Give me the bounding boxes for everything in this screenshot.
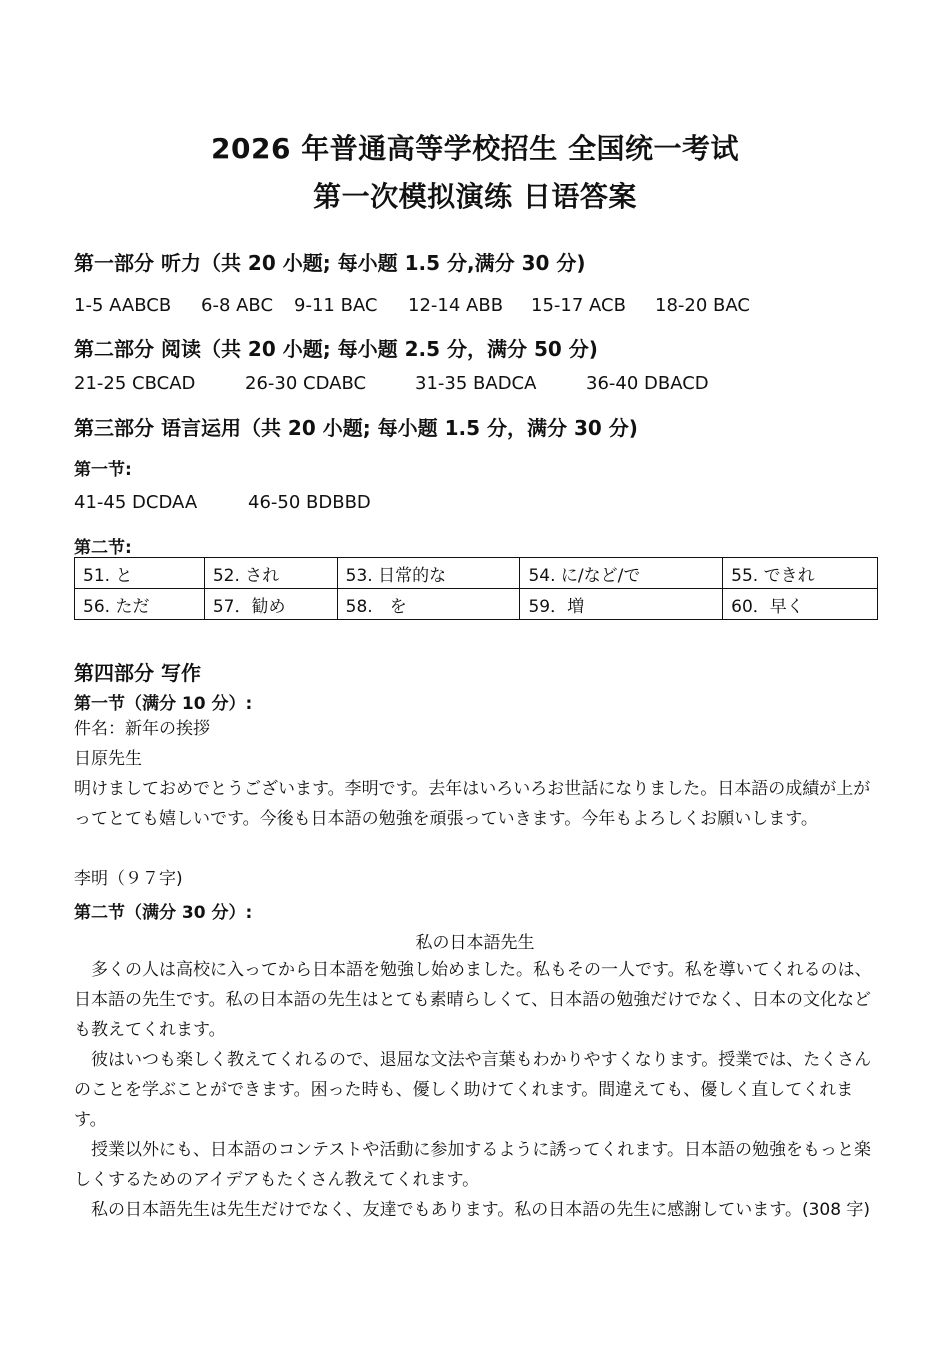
answer-group: 31-35 BADCA: [415, 373, 537, 394]
table-row: [75, 589, 878, 620]
essay-paragraph: 授業以外にも、日本語のコンテストや活動に参加するように誘ってくれます。日本語の勉強をもっと楽しくするためのアイデアもたくさん教えてくれます。: [74, 1140, 871, 1190]
table-cell: 53. 日常的な: [337, 558, 520, 589]
part4-section2-label: 第二节（满分 30 分）:: [74, 903, 253, 923]
essay-paragraph: 彼はいつも楽しく教えてくれるので、退屈な文法や言葉もわかりやすくなります。授業では、たくさんのことを学ぶことができます。困った時も、優しく助けてくれます。間違えても、優しく直してくれます。: [74, 1050, 872, 1130]
table-cell: 57．勧め: [204, 589, 337, 620]
answer-group: 41-45 DCDAA: [74, 492, 198, 513]
table-cell: 60．早く: [723, 589, 878, 620]
part4-section1-label: 第一节（满分 10 分）:: [74, 694, 253, 714]
table-cell: 55. できれ: [723, 558, 878, 589]
part3-section2-label: 第二节:: [74, 538, 132, 558]
fill-in-answer-table: [74, 557, 878, 620]
answer-group: 12-14 ABB: [408, 295, 504, 316]
table-cell: 58. を: [337, 589, 520, 620]
essay-paragraph: 多くの人は高校に入ってから日本語を勉強し始めました。私もその一人です。私を導いてくれるのは、日本語の先生です。私の日本語の先生はとても素晴らしくて、日本語の勉強だけでなく、日本の文化なども教えてくれます。: [74, 960, 872, 1040]
letter-subject: 件名：新年の挨拶: [74, 719, 210, 739]
answer-group: 9-11 BAC: [294, 295, 378, 316]
table-cell: 52. され: [204, 558, 337, 589]
answer-group: 26-30 CDABC: [245, 373, 367, 394]
answer-group: 1-5 AABCB: [74, 295, 172, 316]
part3-heading: 第三部分 语言运用（共 20 小题; 每小题 1.5 分，满分 30 分): [74, 416, 638, 440]
document-subtitle: 第一次模拟演练 日语答案: [313, 180, 637, 213]
essay-title: 私の日本語先生: [415, 933, 535, 953]
answer-group: 6-8 ABC: [201, 295, 274, 316]
table-cell: 56. ただ: [75, 589, 205, 620]
letter-signature: 李明（９７字): [74, 869, 183, 889]
answer-group: 18-20 BAC: [655, 295, 750, 316]
part2-heading: 第二部分 阅读（共 20 小题; 每小题 2.5 分，满分 50 分): [74, 337, 598, 361]
essay-paragraph: 私の日本語先生は先生だけでなく、友達でもあります。私の日本語の先生に感謝しています。(308 字): [91, 1200, 871, 1220]
part2-answers: [0, 373, 950, 397]
document-title: 2026 年普通高等学校招生 全国统一考试: [211, 132, 739, 165]
letter-addressee: 日原先生: [74, 749, 142, 769]
part1-heading: 第一部分 听力（共 20 小题; 每小题 1.5 分,满分 30 分): [74, 251, 586, 275]
letter-body: 明けましておめでとうございます。李明です。去年はいろいろお世話になりました。日本語の成績が上がってとても嬉しいです。今後も日本語の勉強を頑張っていきます。今年もよろしくお願いします。: [74, 779, 871, 829]
answer-group: 15-17 ACB: [531, 295, 626, 316]
answer-group: 21-25 CBCAD: [74, 373, 196, 394]
part1-answers: [0, 295, 950, 319]
part3-section1-answers: [0, 492, 950, 516]
answer-group: 46-50 BDBBD: [248, 492, 371, 513]
part4-heading: 第四部分 写作: [74, 661, 201, 685]
table-cell: 54. に/など/で: [520, 558, 723, 589]
table-cell: 51. と: [75, 558, 205, 589]
part3-section1-label: 第一节:: [74, 460, 132, 480]
table-cell: 59．増: [520, 589, 723, 620]
table-row: [75, 558, 878, 589]
answer-group: 36-40 DBACD: [586, 373, 709, 394]
